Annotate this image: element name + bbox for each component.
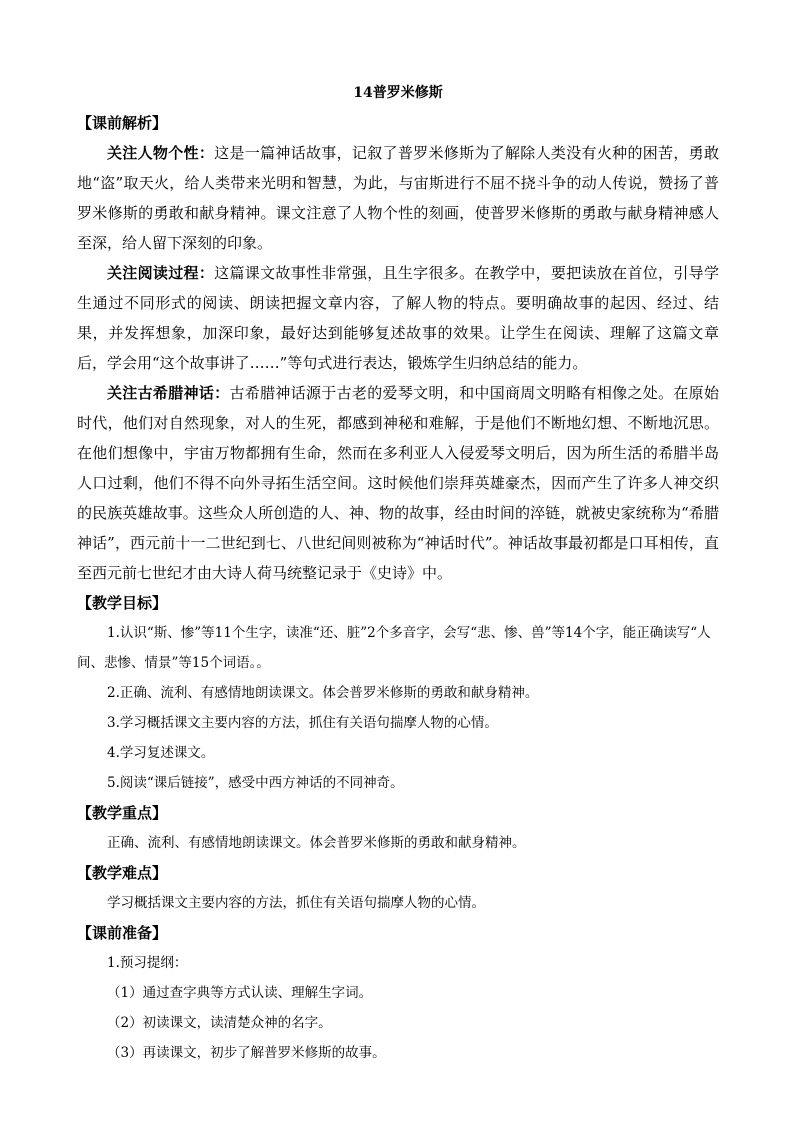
section-heading-preparation: 【课前准备】 <box>77 924 168 942</box>
section-heading-goals: 【教学目标】 <box>77 594 168 612</box>
section-heading-analysis: 【课前解析】 <box>77 114 168 132</box>
preparation-item: （1）通过查字典等方式认读、理解生字词。 <box>107 985 373 1001</box>
preparation-intro: 1.预习提纲： <box>107 955 188 971</box>
paragraph-text: 古希腊神话源于古老的爱琴文明，和中国商周文明略有相像之处。在原始时代，他们对自然现象，对人的生死，都感到神秘和难解，于是他们不断地幻想、不断地沉思。在他们想像中，宇宙万物都拥有生命，然而在多利亚人入侵爱琴文明后，因为所生活的希腊半岛人口过剩，他们不得不向外寻拓生活空间。这时候他们崇拜英雄豪杰，因而产生了许多人神交织的民族英雄故事。这些众人所创造的人、神、物的故事，经由时间的淬链，就被史家统称为“希腊神话”，西元前十一二世纪到七、八世纪间则被称为“神话时代”。神话故事最初都是口耳相传，直至西元前七世纪才由大诗人荷马统整记录于《史诗》中。 <box>77 384 719 582</box>
section-heading-difficulties: 【教学难点】 <box>77 864 168 882</box>
document-title: 14普罗米修斯 <box>353 85 443 101</box>
analysis-paragraph-greek-myth <box>77 378 719 588</box>
analysis-paragraph-character <box>77 138 719 258</box>
goal-item: 5.阅读“课后链接”，感受中西方神话的不同神奇。 <box>107 775 404 791</box>
difficulties-text: 学习概括课文主要内容的方法，抓住有关语句揣摩人物的心情。 <box>107 895 485 911</box>
preparation-item: （3）再读课文，初步了解普罗米修斯的故事。 <box>107 1045 386 1061</box>
paragraph-lead: 关注古希腊神话： <box>107 384 230 402</box>
document-page <box>77 78 719 1068</box>
paragraph-lead: 关注阅读过程： <box>107 264 215 282</box>
goal-item: 3.学习概括课文主要内容的方法，抓住有关语句揣摩人物的心情。 <box>107 715 498 731</box>
paragraph-text: 这篇课文故事性非常强，且生字很多。在教学中，要把读放在首位，引导学生通过不同形式的阅读、朗读把握文章内容，了解人物的特点。要明确故事的起因、经过、结果，并发挥想象，加深印象，最好达到能够复述故事的效果。让学生在阅读、理解了这篇文章后，学会用“这个故事讲了……”等句式进行表达，锻炼学生归纳总结的能力。 <box>77 264 719 372</box>
goal-item: 4.学习复述课文。 <box>107 745 215 761</box>
paragraph-lead: 关注人物个性： <box>107 144 215 162</box>
goal-item: 2.正确、流利、有感情地朗读课文。体会普罗米修斯的勇敢和献身精神。 <box>107 685 539 701</box>
preparation-item: （2）初读课文，读清楚众神的名字。 <box>107 1015 332 1031</box>
analysis-paragraph-reading <box>77 258 719 378</box>
section-heading-key-points: 【教学重点】 <box>77 804 168 822</box>
goal-item: 1.认识“斯、惨”等11个生字，读准“还、脏”2个多音字，会写“悲、惨、兽”等14个字，能正确读写“人间、悲惨、情景”等15个词语。。 <box>77 625 711 671</box>
paragraph-text: 这是一篇神话故事，记叙了普罗米修斯为了解除人类没有火种的困苦，勇敢地“盗”取天火，给人类带来光明和智慧，为此，与宙斯进行不屈不挠斗争的动人传说，赞扬了普罗米修斯的勇敢和献身精神。课文注意了人物个性的刻画，使普罗米修斯的勇敢与献身精神感人至深，给人留下深刻的印象。 <box>77 144 719 252</box>
key-points-text: 正确、流利、有感情地朗读课文。体会普罗米修斯的勇敢和献身精神。 <box>107 835 526 851</box>
